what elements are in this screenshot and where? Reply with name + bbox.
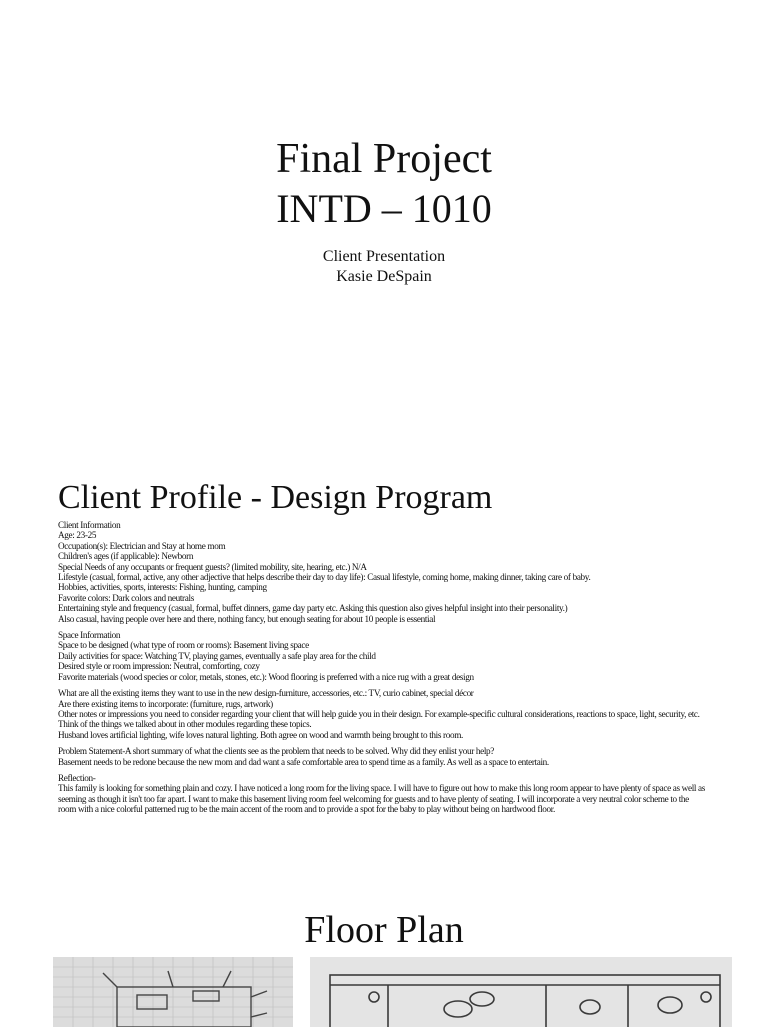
profile-line: Space to be designed (what type of room or rooms): Basement living space — [58, 640, 309, 651]
profile-line: What are all the existing items they want to use in the new design-furniture, accessories, etc.: TV, curio cabinet, special décor — [58, 688, 474, 699]
floor-plan-heading: Floor Plan — [304, 909, 464, 951]
profile-line: Basement needs to be redone because the new mom and dad want a safe comfortable area to spend time as a family. As well as a space to entertain. — [58, 756, 549, 767]
profile-line: Children's ages (if applicable): Newborn — [58, 551, 194, 562]
profile-paragraph: Other notes or impressions you need to consider regarding your client that will help guide you in their design. For example-specific cultural considerations, reactions to space, light, security, etc. Think of the things we talked about in other modules regarding these topics. — [58, 708, 700, 730]
profile-line: Lifestyle (casual, formal, active, any other adjective that helps describe their day to day life): Casual lifestyle, coming home, making dinner, taking care of baby. — [58, 572, 591, 583]
client-profile-heading: Client Profile - Design Program — [58, 479, 493, 516]
presentation-title: Final Project — [276, 136, 492, 182]
floor-plan-slide — [0, 895, 768, 1024]
profile-paragraph: This family is looking for something plain and cozy. I have noticed a long room for the living space. I will have to figure out how to make this long room appear to have plenty of space as well as seeming as though it isn't too far apart. I want to make this basement living room feel welcoming for guests and to have plenty of seating. I will incorporate a very neutral color scheme to the room with a nice colorful patterned rug to be the main accent of the room and to provide a spot for the baby to play without being on hardwood floor. — [58, 783, 705, 815]
profile-line: Are there existing items to incorporate: (furniture, rugs, artwork) — [58, 698, 273, 709]
profile-line: Hobbies, activities, sports, interests: Fishing, hunting, camping — [58, 582, 267, 593]
profile-line: Occupation(s): Electrician and Stay at home mom — [58, 540, 226, 551]
floor-plan-sketch-right — [310, 957, 732, 1027]
profile-line: Favorite colors: Dark colors and neutrals — [58, 592, 194, 603]
floor-plan-sketch-left — [53, 957, 293, 1027]
profile-line: Desired style or room impression: Neutral, comforting, cozy — [58, 661, 260, 672]
profile-line: Special Needs of any occupants or frequent guests? (limited mobility, site, hearing, etc.) N/A — [58, 561, 367, 572]
floor-plan-sketch-left-drawing — [53, 957, 293, 1027]
profile-line: Reflection- — [58, 772, 96, 783]
title-slide — [0, 0, 768, 445]
profile-line: Client Information — [58, 520, 121, 530]
profile-line: Favorite materials (wood species or color, metals, stones, etc.): Wood flooring is preferred with a nice rug with a great design — [58, 671, 474, 682]
profile-line: Problem Statement-A short summary of what the clients see as the problem that needs to be solved. Why did they enlist your help? — [58, 746, 494, 757]
profile-line: Husband loves artificial lighting, wife loves natural lighting. Both agree on wood and warmth being brought to this room. — [58, 729, 463, 740]
client-profile-slide — [0, 468, 768, 858]
profile-line: Also casual, having people over here and there, nothing fancy, but enough seating for about 10 people is essential — [58, 613, 436, 624]
client-profile-body — [58, 520, 708, 815]
profile-line: Daily activities for space: Watching TV, playing games, eventually a safe play area for the child — [58, 650, 376, 661]
profile-line: Age: 23-25 — [58, 530, 97, 541]
author-name: Kasie DeSpain — [336, 268, 432, 285]
floor-plan-sketch-right-drawing — [310, 957, 732, 1027]
course-code: INTD – 1010 — [276, 186, 492, 231]
profile-line: Space Information — [58, 630, 121, 641]
profile-line: Entertaining style and frequency (casual, formal, buffet dinners, game day party etc. Asking this question also gives helpful insight into their personality.) — [58, 603, 568, 614]
presentation-subtitle: Client Presentation — [322, 248, 446, 265]
